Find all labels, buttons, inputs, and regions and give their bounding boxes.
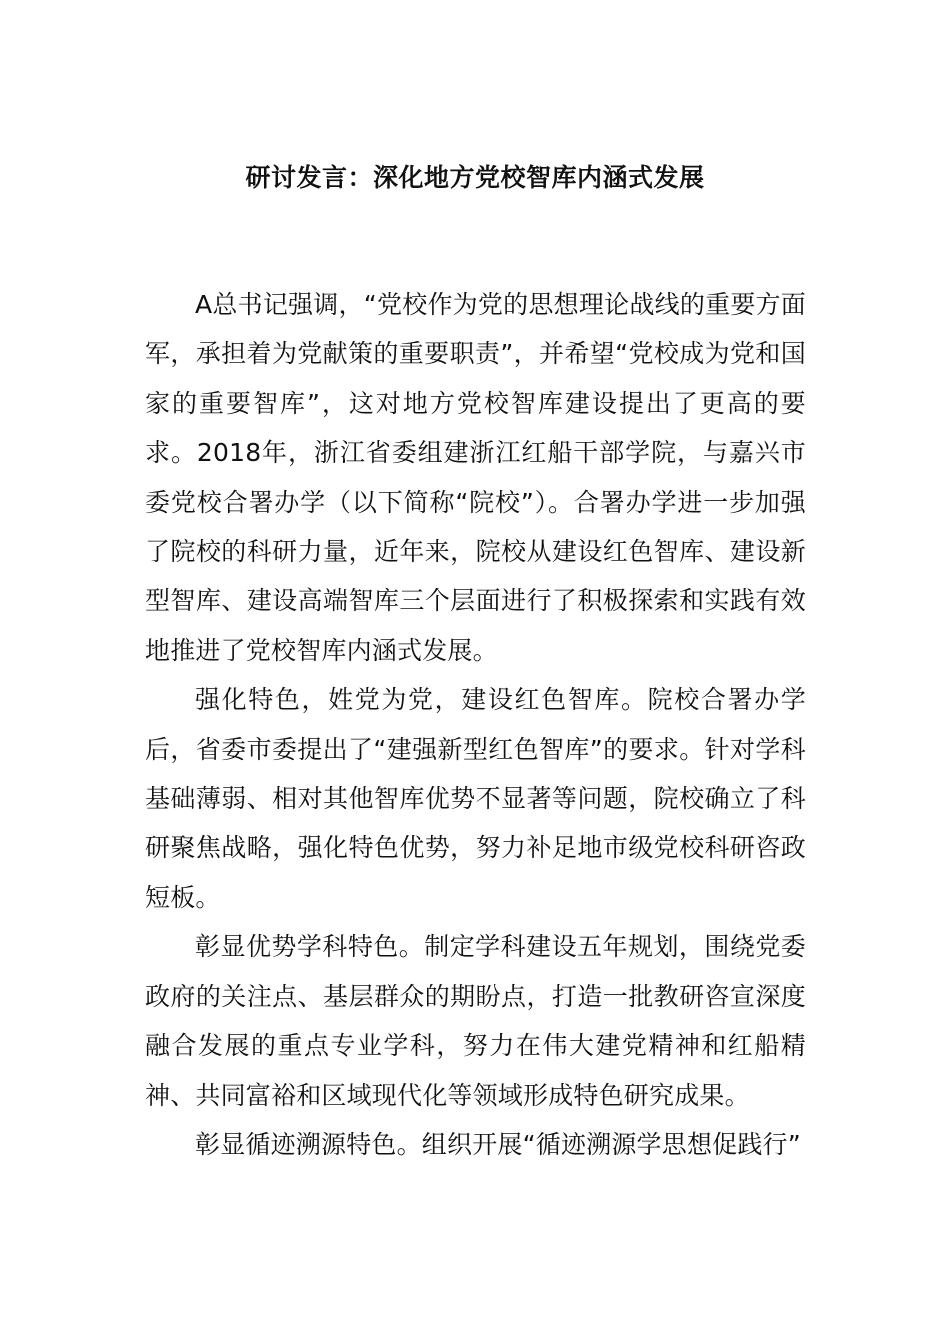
- paragraph-2: 强化特色，姓党为党，建设红色智库。院校合署办学后，省委市委提出了“建强新型红色智库”的要求。针对学科基础薄弱、相对其他智库优势不显著等问题，院校确立了科研聚焦战略，强化特色优势，努力补足地市级党校科研咨政短板。: [145, 685, 806, 912]
- paragraph-3: 彰显优势学科特色。制定学科建设五年规划，围绕党委政府的关注点、基层群众的期盼点，打造一批教研咨宣深度融合发展的重点专业学科，努力在伟大建党精神和红船精神、共同富裕和区域现代化等领域形成特色研究成果。: [145, 932, 806, 1110]
- paragraph-4: 彰显循迹溯源特色。组织开展“循迹溯源学思想促践行”: [195, 1129, 801, 1159]
- page-title: 研讨发言：深化地方党校智库内涵式发展: [245, 163, 705, 192]
- document-body: [145, 280, 806, 1169]
- paragraph-1: A总书记强调，“党校作为党的思想理论战线的重要方面军，承担着为党献策的重要职责”，并希望“党校成为党和国家的重要智库”，这对地方党校智库建设提出了更高的要求。2018年，浙江省委组建浙江红船干部学院，与嘉兴市委党校合署办学（以下简称“院校”）。合署办学进一步加强了院校的科研力量，近年来，院校从建设红色智库、建设新型智库、建设高端智库三个层面进行了积极探索和实践有效地推进了党校智库内涵式发展。: [145, 290, 806, 665]
